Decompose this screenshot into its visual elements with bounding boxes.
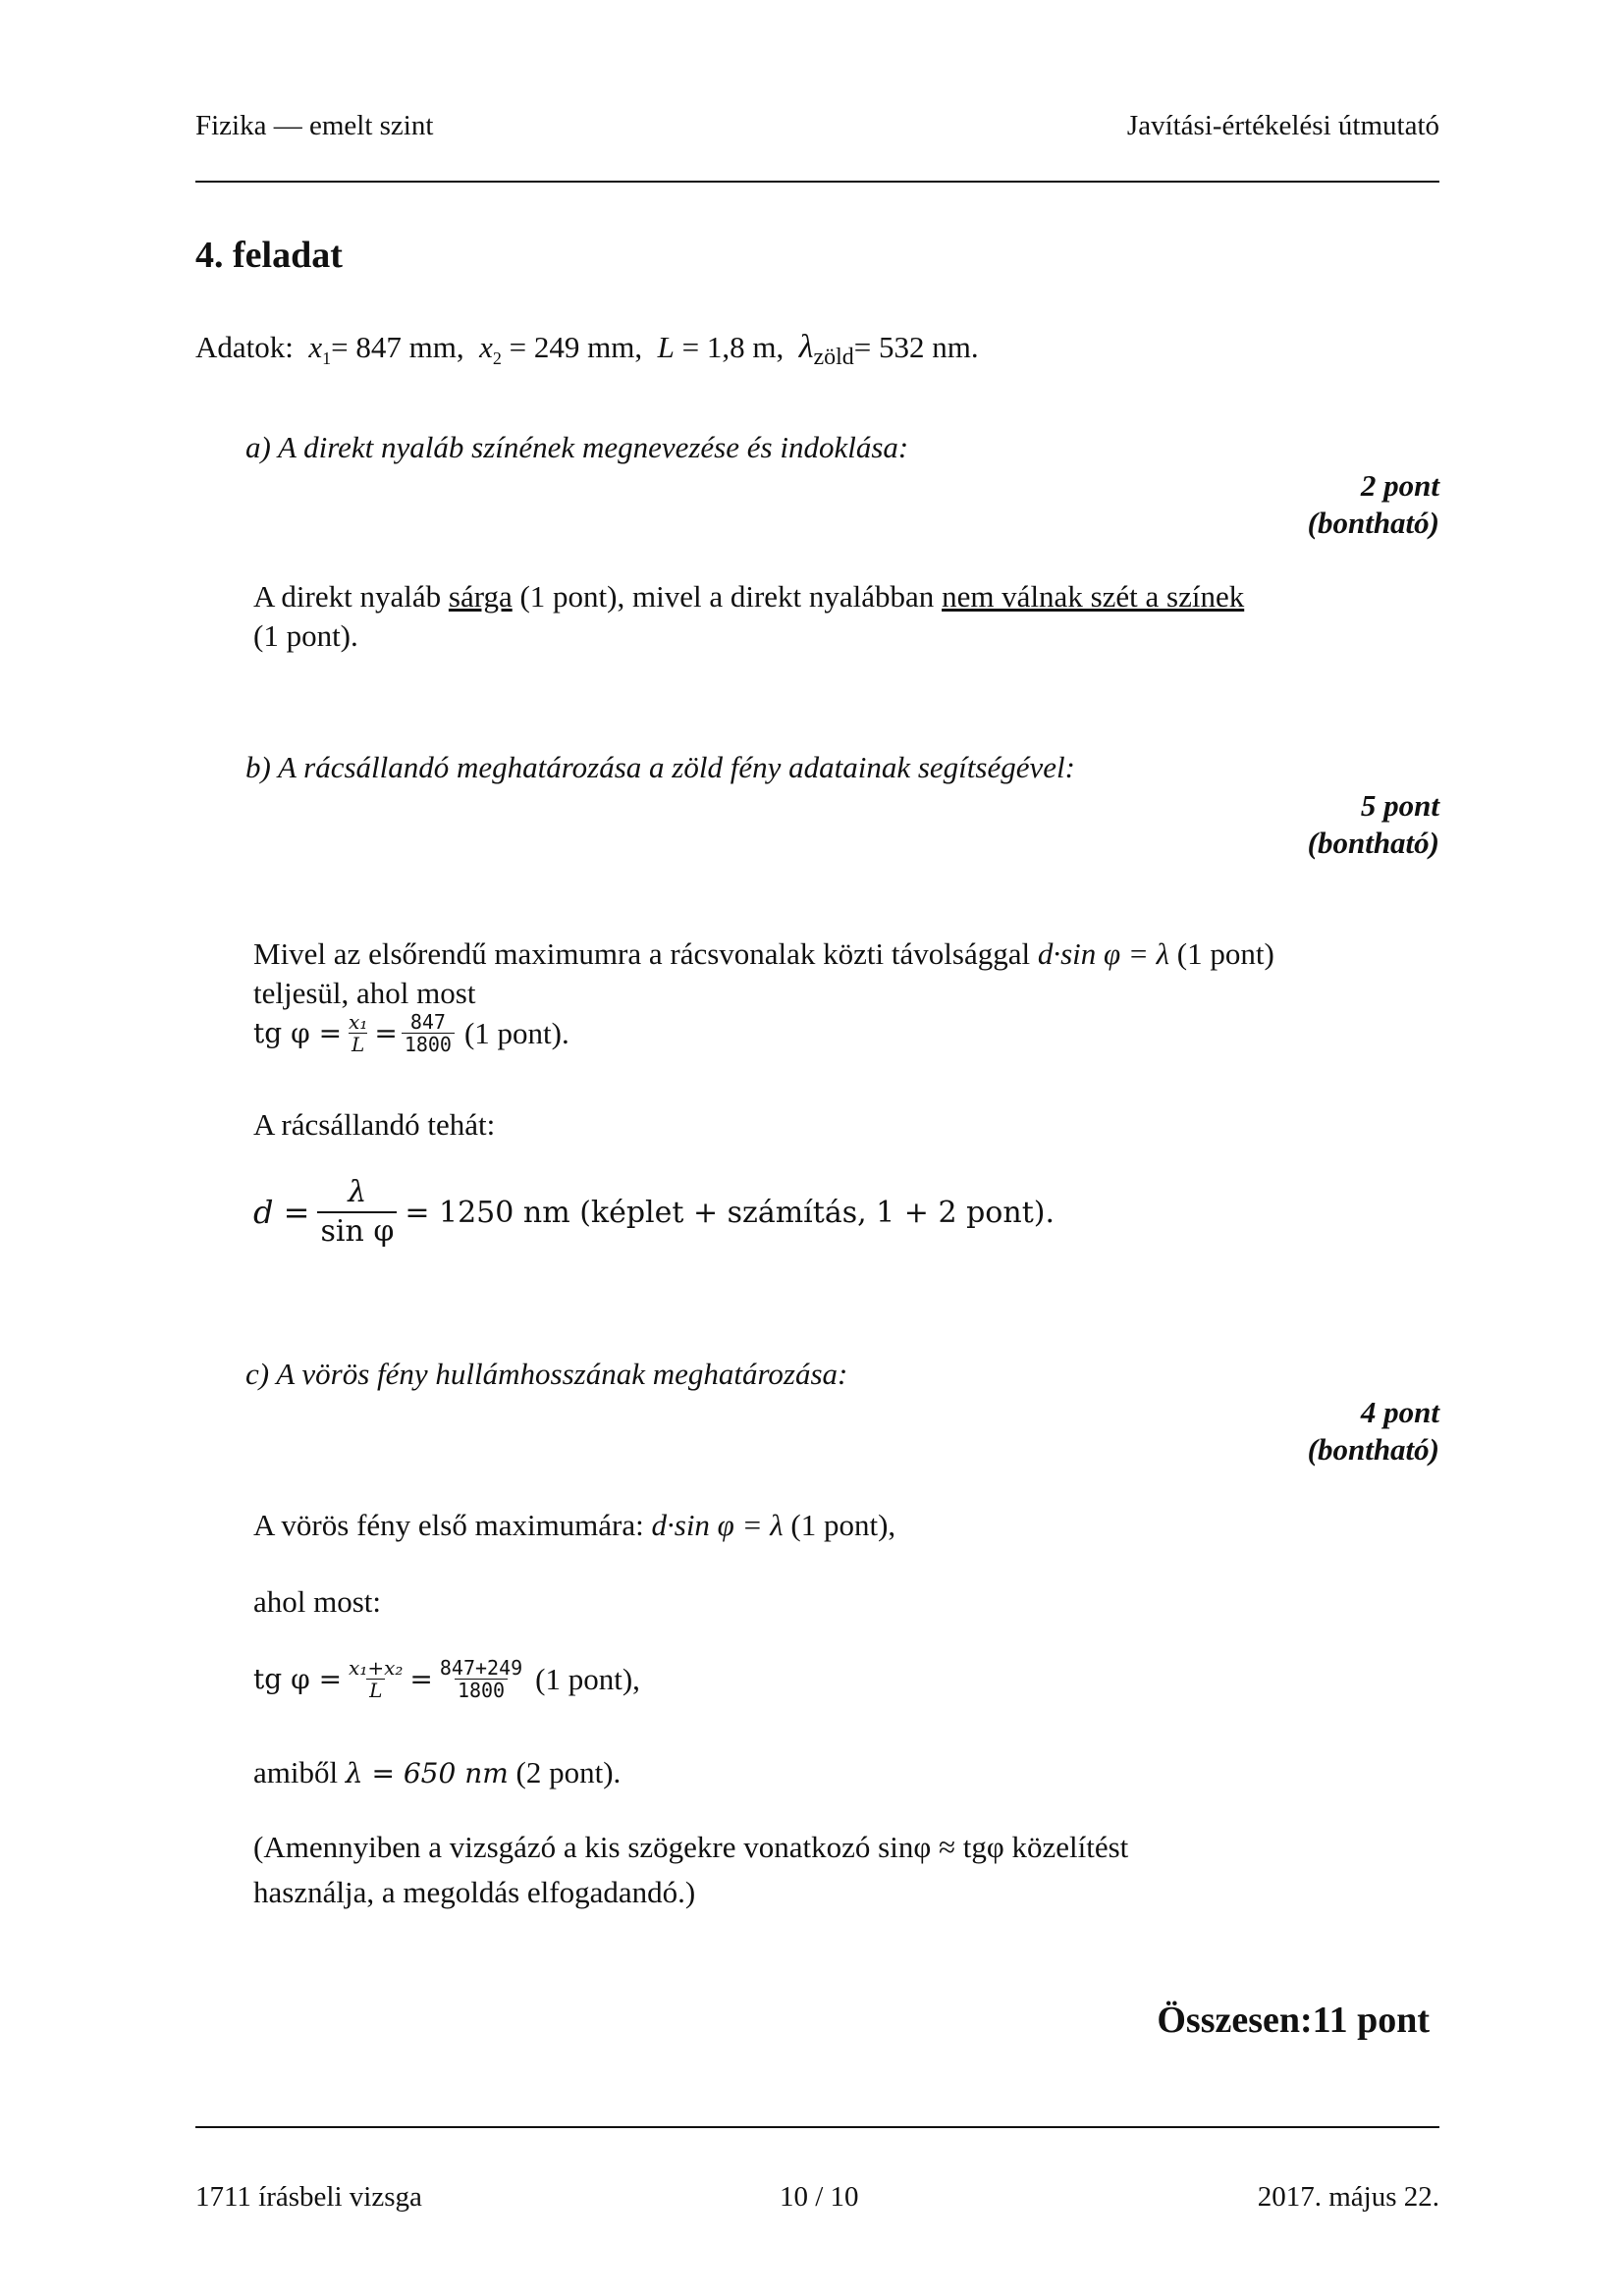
grating-equation: d·sin φ = λ — [1037, 936, 1170, 971]
footer-divider — [195, 2126, 1439, 2128]
given-data-prefix: Adatok: — [195, 330, 294, 364]
part-c-result: amiből λ = 650 nm (2 pont). — [253, 1755, 622, 1789]
grating-constant-formula: d = $\frac{\lambda}{\text{sin φ}}$ = 1250 nm (képlet + számítás, 1 + 2 pont). — [253, 1175, 1055, 1249]
grating-constant-result: = 1250 nm (képlet + számítás, 1 + 2 pont). — [405, 1195, 1055, 1230]
part-c-tg-formula: tg φ = $\frac{\text{x₁+x₂}}{L}$ = $\frac{847+249}{1800}$ (1 pont), — [253, 1656, 640, 1702]
part-c-divisible: (bontható) — [1307, 1432, 1439, 1467]
part-c-points — [1308, 1394, 1439, 1468]
total-points: Összesen:11 pont — [1157, 2000, 1430, 2041]
part-b-tg-formula: tg φ = $\frac{\text{x₁}}{L}$ = $\frac{847}{1800}$ (1 pont). — [253, 1010, 569, 1056]
part-b-points-value: 5 pont — [1360, 788, 1439, 823]
header-subject: Fizika — emelt szint — [195, 110, 434, 141]
fraction-sum-over-L: $\frac{\text{x₁+x₂}}{L}$ — [349, 1656, 404, 1702]
footer-exam-code: 1711 írásbeli vizsga — [195, 2181, 422, 2213]
part-c-line2: ahol most: — [253, 1584, 382, 1619]
part-b-points — [1308, 787, 1439, 862]
fraction-847-over-1800: $\frac{847}{1800}$ — [402, 1011, 455, 1055]
answer-reason: nem válnak szét a színek — [942, 579, 1245, 614]
part-c-note: (Amennyiben a vizsgázó a kis szögekre vonatkozó sinφ ≈ tgφ közelítést használja, a megoldás elfogadandó.) — [253, 1830, 1129, 1909]
footer-date: 2017. május 22. — [1257, 2181, 1439, 2213]
part-a-points — [1308, 467, 1439, 542]
task-title: 4. feladat — [195, 235, 343, 276]
fraction-1096-over-1800: $\frac{847+249}{1800}$ — [439, 1656, 523, 1702]
given-data: Adatok: $x_1= 847$ mm, $x_2 = 249$ mm, L = 1,8 m, $\lambda_{zöld}= 532$ nm. — [195, 329, 979, 371]
footer-page-number: 10 / 10 — [780, 2181, 859, 2213]
grating-constant-intro: A rácsállandó tehát: — [253, 1107, 496, 1142]
part-c-question: c) A vörös fény hullámhosszának meghatározása: — [245, 1357, 848, 1391]
fraction-x1-over-L: $\frac{\text{x₁}}{L}$ — [349, 1010, 368, 1056]
part-c-points-value: 4 pont — [1360, 1395, 1439, 1429]
part-b-divisible: (bontható) — [1307, 826, 1439, 860]
part-a-points-value: 2 pont — [1360, 468, 1439, 503]
part-b-question: b) A rácsállandó meghatározása a zöld fény adatainak segítségével: — [245, 750, 1075, 784]
part-a-answer: A direkt nyaláb sárga (1 pont), mivel a direkt nyalábban nem válnak szét a színek (1 pont). — [253, 579, 1245, 653]
part-b-line2: teljesül, ahol most — [253, 976, 476, 1010]
header-guide-title: Javítási-értékelési útmutató — [1126, 110, 1439, 141]
part-c-line1: A vörös fény első maximumára: d·sin φ = λ (1 pont), — [253, 1508, 896, 1542]
wavelength-result: λ = 650 nm — [345, 1757, 509, 1789]
part-a-question: a) A direkt nyaláb színének megnevezése és indoklása: — [245, 430, 909, 464]
part-b-line1: Mivel az elsőrendű maximumra a rácsvonalak közti távolsággal d·sin φ = λ (1 pont) — [253, 936, 1274, 971]
fraction-lambda-over-sin: $\frac{\lambda}{\text{sin φ}}$ — [317, 1174, 397, 1251]
part-a-divisible: (bontható) — [1307, 506, 1439, 540]
header-divider — [195, 181, 1439, 183]
answer-yellow: sárga — [448, 579, 513, 614]
